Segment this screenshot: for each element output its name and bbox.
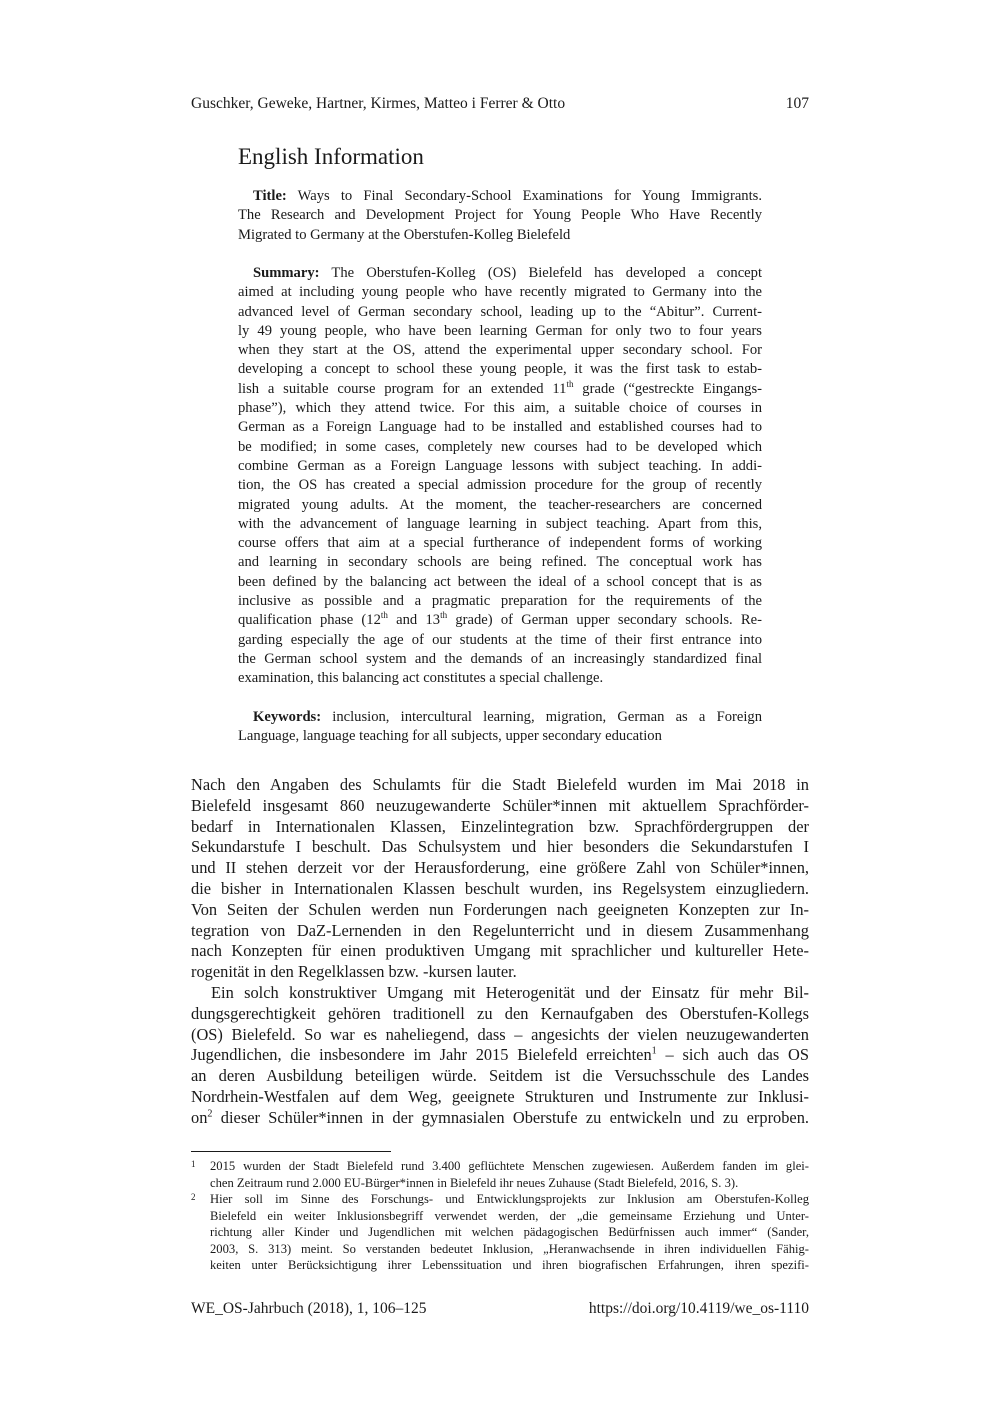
body-line: (OS) Bielefeld. So war es naheliegend, dass – angesichts der vielen neuzugewanderten [191,1024,809,1044]
footnote-line: keiten unter Berücksichtigung ihrer Lebenssituation und ihren biografischen Erfahrungen, ihren spezifi- [210,1258,809,1272]
superscript: th [566,378,574,389]
summary-line: with the advancement of language learning in subject teaching. Apart from this, [238,515,762,532]
summary-line: developing a concept to school these young people, it was the first task to estab- [238,361,762,378]
footnote-ref-1[interactable]: 1 [651,1045,657,1057]
abstract-title-line: Migrated to Germany at the Oberstufen-Kolleg Bielefeld [238,226,571,243]
abstract-title-line: The Research and Development Project for Young People Who Have Recently [238,207,762,224]
footnote-2 [191,1191,809,1274]
body-line: Von Seiten der Schulen werden nun Forderungen nach geeigneten Konzepten zur In- [191,899,809,919]
body-paragraph-1 [191,775,809,983]
body-line: Bielefeld insgesamt 860 neuzugewanderte Schüler*innen mit aktuellem Sprachförder- [191,795,809,815]
body-line: tegration von DaZ-Lernenden in den Regelunterricht und in diesem Zusammenhang [191,920,809,940]
body-line: rogenität in den Regelklassen bzw. -kursen lauter. [191,962,517,982]
summary-line: qualification phase (12th and 13th grade) of German upper secondary schools. Re- [238,610,763,629]
body-line: bedarf in Internationalen Klassen, Einzelintegration bzw. Sprachfördergruppen der [191,816,809,836]
summary-label: Summary: [253,265,320,281]
footnote-line: 2015 wurden der Stadt Bielefeld rund 3.400 geflüchtete Menschen zugewiesen. Außerdem fanden im glei- [210,1159,809,1173]
abstract-summary-block [238,264,762,689]
body-line: dungsgerechtigkeit gehören traditionell zu den Kernaufgaben des Oberstufen-Kollegs [191,1003,809,1023]
body-line: nach Konzepten für einen produktiven Umgang mit sprachlicher und kultureller Hete- [191,941,809,961]
superscript: th [380,610,388,621]
summary-line: examination, this balancing act constitutes a special challenge. [238,670,604,687]
footnote-line: 2003, S. 313) meint. So verstanden bedeutet Inklusion, „Heranwachsende in ihren individuellen Fähig- [210,1241,809,1256]
summary-line: inclusive as possible and a pragmatic preparation for the requirements of the [238,593,762,610]
footnote-1 [191,1158,809,1191]
summary-line: Summary: The Oberstufen-Kolleg (OS) Bielefeld has developed a concept [253,265,762,281]
body-line: an deren Ausbildung beteiligen würde. Seitdem ist die Versuchsschule des Landes [191,1066,809,1086]
header-authors: Guschker, Geweke, Hartner, Kirmes, Matteo i Ferrer & Otto [191,95,566,112]
summary-line: been defined by the balancing act between the ideal of a school concept that is as [238,573,762,590]
summary-line: advanced level of German secondary school, leading up to the “Abitur”. Current- [238,303,762,320]
body-paragraph-2 [191,983,809,1129]
page-number: 107 [785,95,809,112]
summary-line: combine German as a Foreign Language lessons with subject teaching. In addi- [238,457,762,474]
journal-citation: WE_OS-Jahrbuch (2018), 1, 106–125 [191,1300,427,1317]
abstract-keywords-block [238,708,762,747]
summary-line: be modified; in some cases, completely new courses had to be developed which [238,438,762,455]
body-line: Nordrhein-Westfalen auf dem Weg, geeignete Strukturen und Instrumente zur Inklusi- [191,1086,809,1106]
keywords-line: Keywords: inclusion, intercultural learning, migration, German as a Foreign [253,709,762,725]
doi-link[interactable]: https://doi.org/10.4119/we_os-1110 [588,1300,809,1317]
summary-line: lish a suitable course program for an extended 11th grade (“gestreckte Eingangs- [238,378,762,397]
summary-line: phase”), which they attend twice. For this aim, a suitable choice of courses in [238,400,762,417]
abstract-title-block [238,187,762,245]
summary-line: migrated young adults. At the moment, the teacher-researchers are concerned [238,496,762,513]
body-line: und II stehen derzeit vor der Herausforderung, eine größere Zahl von Schüler*innen, [191,858,809,878]
section-heading: English Information [238,144,424,169]
summary-line: and learning in secondary schools are being refined. The conceptual work has [238,554,762,571]
body-line: Sekundarstufe I beschult. Das Schulsystem und hier besonders die Sekundarstufen I [191,837,809,857]
body-line: Nach den Angaben des Schulamts für die Stadt Bielefeld wurden im Mai 2018 in [191,775,809,794]
summary-line: tion, the OS has created a special admission procedure for the group of recently [238,477,762,494]
footnote-divider [191,1151,391,1152]
summary-line: aimed at including young people who have recently migrated to Germany into the [238,284,762,301]
body-line: Jugendlichen, die insbesondere im Jahr 2015 Bielefeld erreichten$^1$ – sich auch das OS [191,1045,809,1065]
footnote-mark: 2 [191,1192,196,1202]
summary-line: when they start at the OS, attend the experimental upper secondary school. For [238,342,762,359]
footnote-line: Hier soll im Sinne des Forschungs- und Entwicklungsprojekts zur Inklusion am Oberstufen-Kolleg [210,1192,809,1206]
running-footer [191,1299,809,1319]
body-line: die bisher in Internationalen Klassen beschult wurden, ins Regelsystem einzugliedern. [191,878,809,898]
footnote-mark: 1 [191,1159,196,1169]
footnote-line: chen Zeitraum rund 2.000 EU-Bürger*innen in Bielefeld ihr neues Zuhause (Stadt Bielefeld, 2016, S. 3). [210,1175,739,1190]
summary-line: the German school system and the demands of an increasingly standardized final [238,650,762,667]
keywords-line: Language, language teaching for all subjects, upper secondary education [238,728,662,745]
footnote-line: Bielefeld ein weiter Inklusionsbegriff verwendet werden, der „die gemeinsame Erziehung und Unter- [210,1208,809,1223]
summary-line: course offers that aim at a special furtherance of independent forms of working [238,535,762,552]
superscript: th [440,610,448,621]
running-header [191,94,809,114]
body-line: Ein solch konstruktiver Umgang mit Heterogenität und der Einsatz für mehr Bil- [211,983,809,1002]
summary-line: ly 49 young people, who have been learning German for only two to four years [238,322,762,339]
summary-line: garding especially the age of our students at the time of their first entrance into [238,631,762,648]
footnote-line: richtung aller Kinder und Jugendlichen mit welchen pädagogischen Bedürfnissen auch immer“ (Sander, [210,1225,809,1239]
keywords-label: Keywords: [253,709,322,725]
abstract-title-line: Title: Ways to Final Secondary-School Examinations for Young Immigrants. [253,188,762,204]
body-line: $on^2$ dieser Schüler*innen in der gymnasialen Oberstufe zu entwickeln und zu erproben. [191,1107,809,1127]
title-label: Title: [253,188,287,204]
footnote-ref-2[interactable]: 2 [207,1108,213,1120]
summary-line: German as a Foreign Language had to be installed and established courses had to [238,419,762,436]
